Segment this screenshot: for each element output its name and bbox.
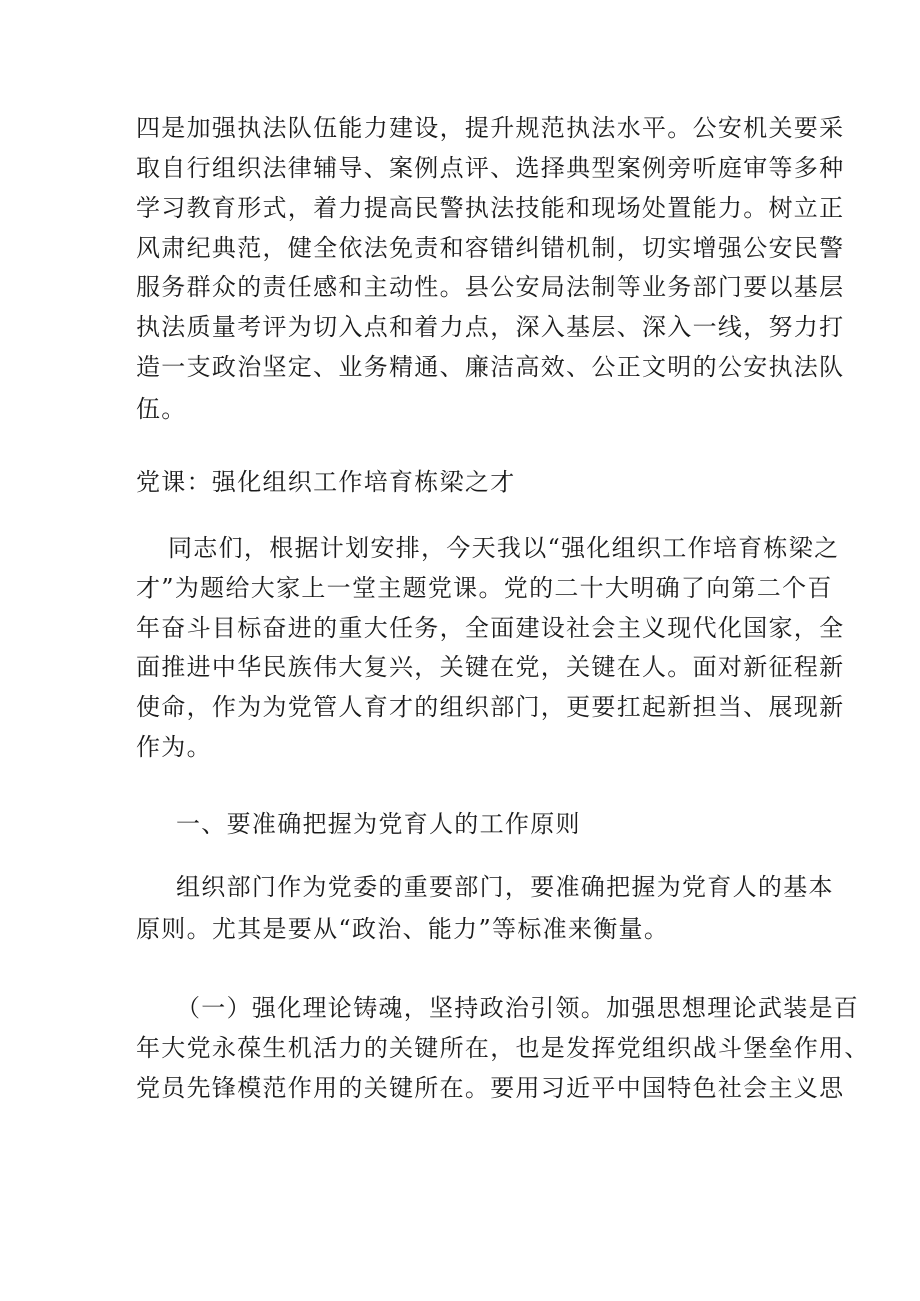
text-line: 面推进中华民族伟大复兴，关键在党，关键在人。面对新征程新 (136, 653, 845, 681)
text-line: 使命，作为为党管人育才的组织部门，更要扛起新担当、展现新 (136, 693, 845, 721)
text-line: 服务群众的责任感和主动性。县公安局法制等业务部门要以基层 (136, 273, 845, 301)
text-line: 风肃纪典范，健全依法免责和容错纠错机制，切实增强公安民警 (136, 234, 845, 262)
text-line: 年大党永葆生机活力的关键所在，也是发挥党组织战斗堡垒作用、 (136, 1034, 870, 1062)
text-line: 执法质量考评为切入点和着力点，深入基层、深入一线，努力打 (136, 313, 845, 341)
text-line: 作为。 (136, 733, 212, 761)
text-line: 四是加强执法队伍能力建设，提升规范执法水平。公安机关要采 (136, 114, 845, 142)
text-line: 学习教育形式，着力提高民警执法技能和现场处置能力。树立正 (136, 194, 845, 222)
text-line: （一）强化理论铸魂，坚持政治引领。加强思想理论武装是百 (176, 994, 860, 1022)
text-line: 取自行组织法律辅导、案例点评、选择典型案例旁听庭审等多种 (136, 154, 845, 182)
text-line: 造一支政治坚定、业务精通、廉洁高效、公正文明的公安执法队 (136, 353, 845, 381)
text-line: 才”为题给大家上一堂主题党课。党的二十大明确了向第二个百 (136, 574, 833, 602)
text-line: 组织部门作为党委的重要部门，要准确把握为党育人的基本 (176, 873, 834, 901)
text-line: 伍。 (136, 395, 187, 423)
section-heading: 一、要准确把握为党育人的工作原则 (176, 810, 581, 838)
document-title: 党课：强化组织工作培育栋梁之才 (136, 468, 516, 496)
text-line: 年奋斗目标奋进的重大任务，全面建设社会主义现代化国家，全 (136, 614, 845, 642)
text-line: 同志们，根据计划安排，今天我以“强化组织工作培育栋梁之 (168, 534, 840, 562)
text-line: 原则。尤其是要从“政治、能力”等标准来衡量。 (136, 915, 670, 943)
text-line: 党员先锋模范作用的关键所在。要用习近平中国特色社会主义思 (136, 1074, 845, 1102)
